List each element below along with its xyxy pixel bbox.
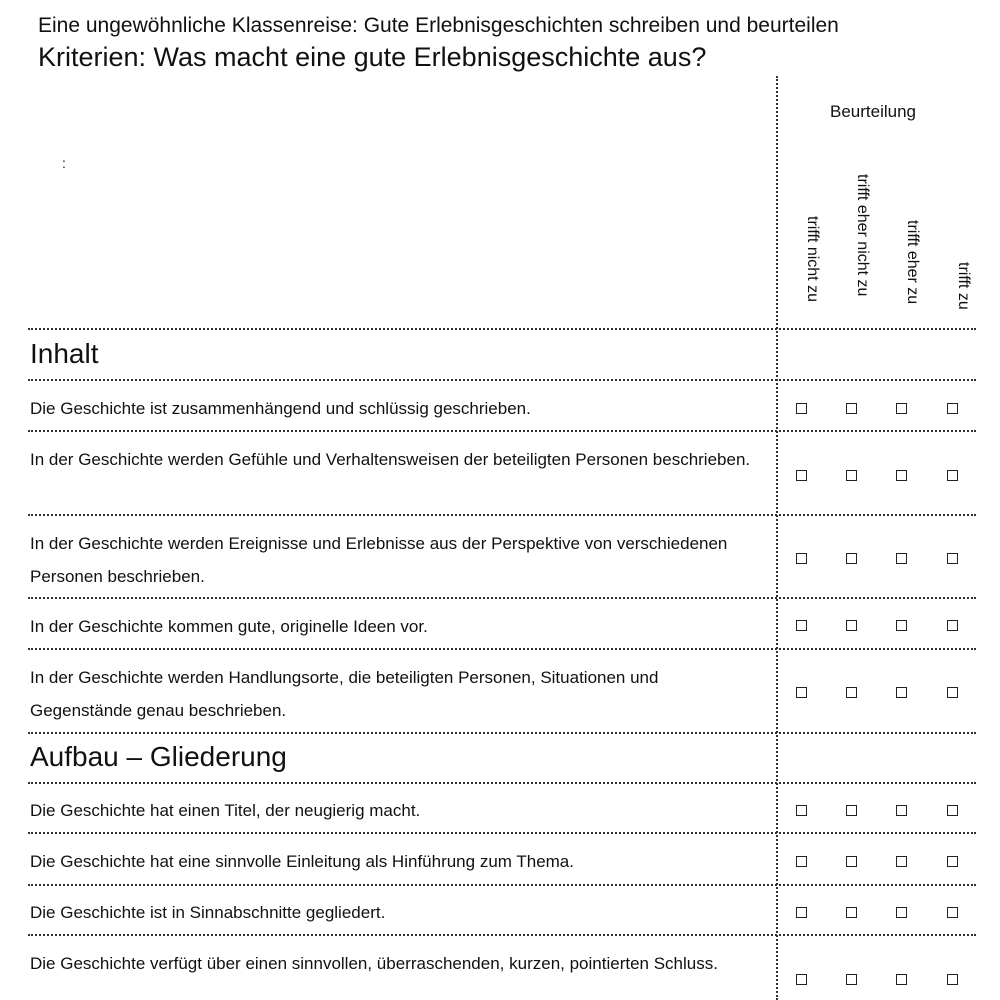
checkbox-trifft-nicht-zu[interactable] — [796, 907, 807, 918]
criterion-text: In der Geschichte werden Handlungsorte, die beteiligten Personen, Situationen und Gegenstände genau beschrieben. — [30, 668, 659, 720]
column-header-trifft-nicht-zu: trifft nicht zu — [804, 216, 821, 302]
checkbox-trifft-eher-nicht-zu[interactable] — [846, 553, 857, 564]
row-divider — [28, 328, 976, 330]
checkbox-trifft-zu[interactable] — [947, 403, 958, 414]
checkbox-trifft-eher-zu[interactable] — [896, 856, 907, 867]
row-divider — [28, 514, 976, 516]
row-divider — [28, 379, 976, 381]
row-divider — [28, 934, 976, 936]
checkbox-trifft-nicht-zu[interactable] — [796, 470, 807, 481]
checkbox-trifft-nicht-zu[interactable] — [796, 687, 807, 698]
checkbox-trifft-zu[interactable] — [947, 805, 958, 816]
checkbox-trifft-eher-zu[interactable] — [896, 974, 907, 985]
criterion-text: Die Geschichte ist in Sinnabschnitte gegliedert. — [30, 903, 386, 922]
checkbox-trifft-eher-nicht-zu[interactable] — [846, 856, 857, 867]
criterion-text: Die Geschichte ist zusammenhängend und schlüssig geschrieben. — [30, 399, 531, 418]
checkbox-trifft-eher-nicht-zu[interactable] — [846, 620, 857, 631]
checkbox-trifft-nicht-zu[interactable] — [796, 553, 807, 564]
checkbox-trifft-nicht-zu[interactable] — [796, 403, 807, 414]
row-divider — [28, 732, 976, 734]
checkbox-trifft-eher-zu[interactable] — [896, 470, 907, 481]
row-divider — [28, 597, 976, 599]
checkbox-trifft-zu[interactable] — [947, 974, 958, 985]
row-divider — [28, 430, 976, 432]
checkbox-trifft-eher-nicht-zu[interactable] — [846, 687, 857, 698]
column-divider — [776, 76, 778, 1000]
criterion-text: In der Geschichte werden Ereignisse und Erlebnisse aus der Perspektive von verschiedenen Personen beschrieben. — [30, 534, 728, 586]
checkbox-trifft-eher-zu[interactable] — [896, 553, 907, 564]
checkbox-trifft-nicht-zu[interactable] — [796, 856, 807, 867]
column-header-trifft-zu: trifft zu — [955, 262, 972, 310]
row-divider — [28, 782, 976, 784]
checkbox-trifft-eher-zu[interactable] — [896, 687, 907, 698]
criterion-text: In der Geschichte werden Gefühle und Verhaltensweisen der beteiligten Personen beschrieben. — [30, 450, 751, 469]
checkbox-trifft-eher-zu[interactable] — [896, 620, 907, 631]
worksheet-title: Eine ungewöhnliche Klassenreise: Gute Erlebnisgeschichten schreiben und beurteilen — [38, 14, 839, 37]
criterion-text: Die Geschichte hat einen Titel, der neugierig macht. — [30, 801, 421, 820]
marker: : — [62, 155, 66, 171]
row-divider — [28, 648, 976, 650]
rating-header: Beurteilung — [830, 102, 917, 121]
checkbox-trifft-eher-nicht-zu[interactable] — [846, 974, 857, 985]
criterion-text: Die Geschichte verfügt über einen sinnvollen, überraschenden, kurzen, pointierten Schluss. — [30, 954, 718, 973]
checkbox-trifft-zu[interactable] — [947, 907, 958, 918]
checkbox-trifft-zu[interactable] — [947, 553, 958, 564]
checkbox-trifft-zu[interactable] — [947, 620, 958, 631]
checkbox-trifft-eher-zu[interactable] — [896, 805, 907, 816]
checkbox-trifft-eher-zu[interactable] — [896, 907, 907, 918]
checkbox-trifft-nicht-zu[interactable] — [796, 974, 807, 985]
checkbox-trifft-eher-nicht-zu[interactable] — [846, 403, 857, 414]
checkbox-trifft-eher-nicht-zu[interactable] — [846, 470, 857, 481]
criterion-text: In der Geschichte kommen gute, originelle Ideen vor. — [30, 617, 428, 636]
column-header-trifft-eher-zu: trifft eher zu — [904, 220, 921, 305]
checkbox-trifft-nicht-zu[interactable] — [796, 805, 807, 816]
checkbox-trifft-zu[interactable] — [947, 687, 958, 698]
worksheet-subtitle: Kriterien: Was macht eine gute Erlebnisgeschichte aus? — [38, 42, 707, 72]
section-title-aufbau: Aufbau – Gliederung — [30, 741, 287, 772]
checkbox-trifft-zu[interactable] — [947, 470, 958, 481]
row-divider — [28, 832, 976, 834]
criterion-text: Die Geschichte hat eine sinnvolle Einleitung als Hinführung zum Thema. — [30, 852, 574, 871]
section-title-inhalt: Inhalt — [30, 338, 99, 369]
checkbox-trifft-eher-zu[interactable] — [896, 403, 907, 414]
column-header-trifft-eher-nicht-zu: trifft eher nicht zu — [854, 174, 871, 297]
row-divider — [28, 884, 976, 886]
checkbox-trifft-nicht-zu[interactable] — [796, 620, 807, 631]
checkbox-trifft-zu[interactable] — [947, 856, 958, 867]
checkbox-trifft-eher-nicht-zu[interactable] — [846, 907, 857, 918]
checkbox-trifft-eher-nicht-zu[interactable] — [846, 805, 857, 816]
